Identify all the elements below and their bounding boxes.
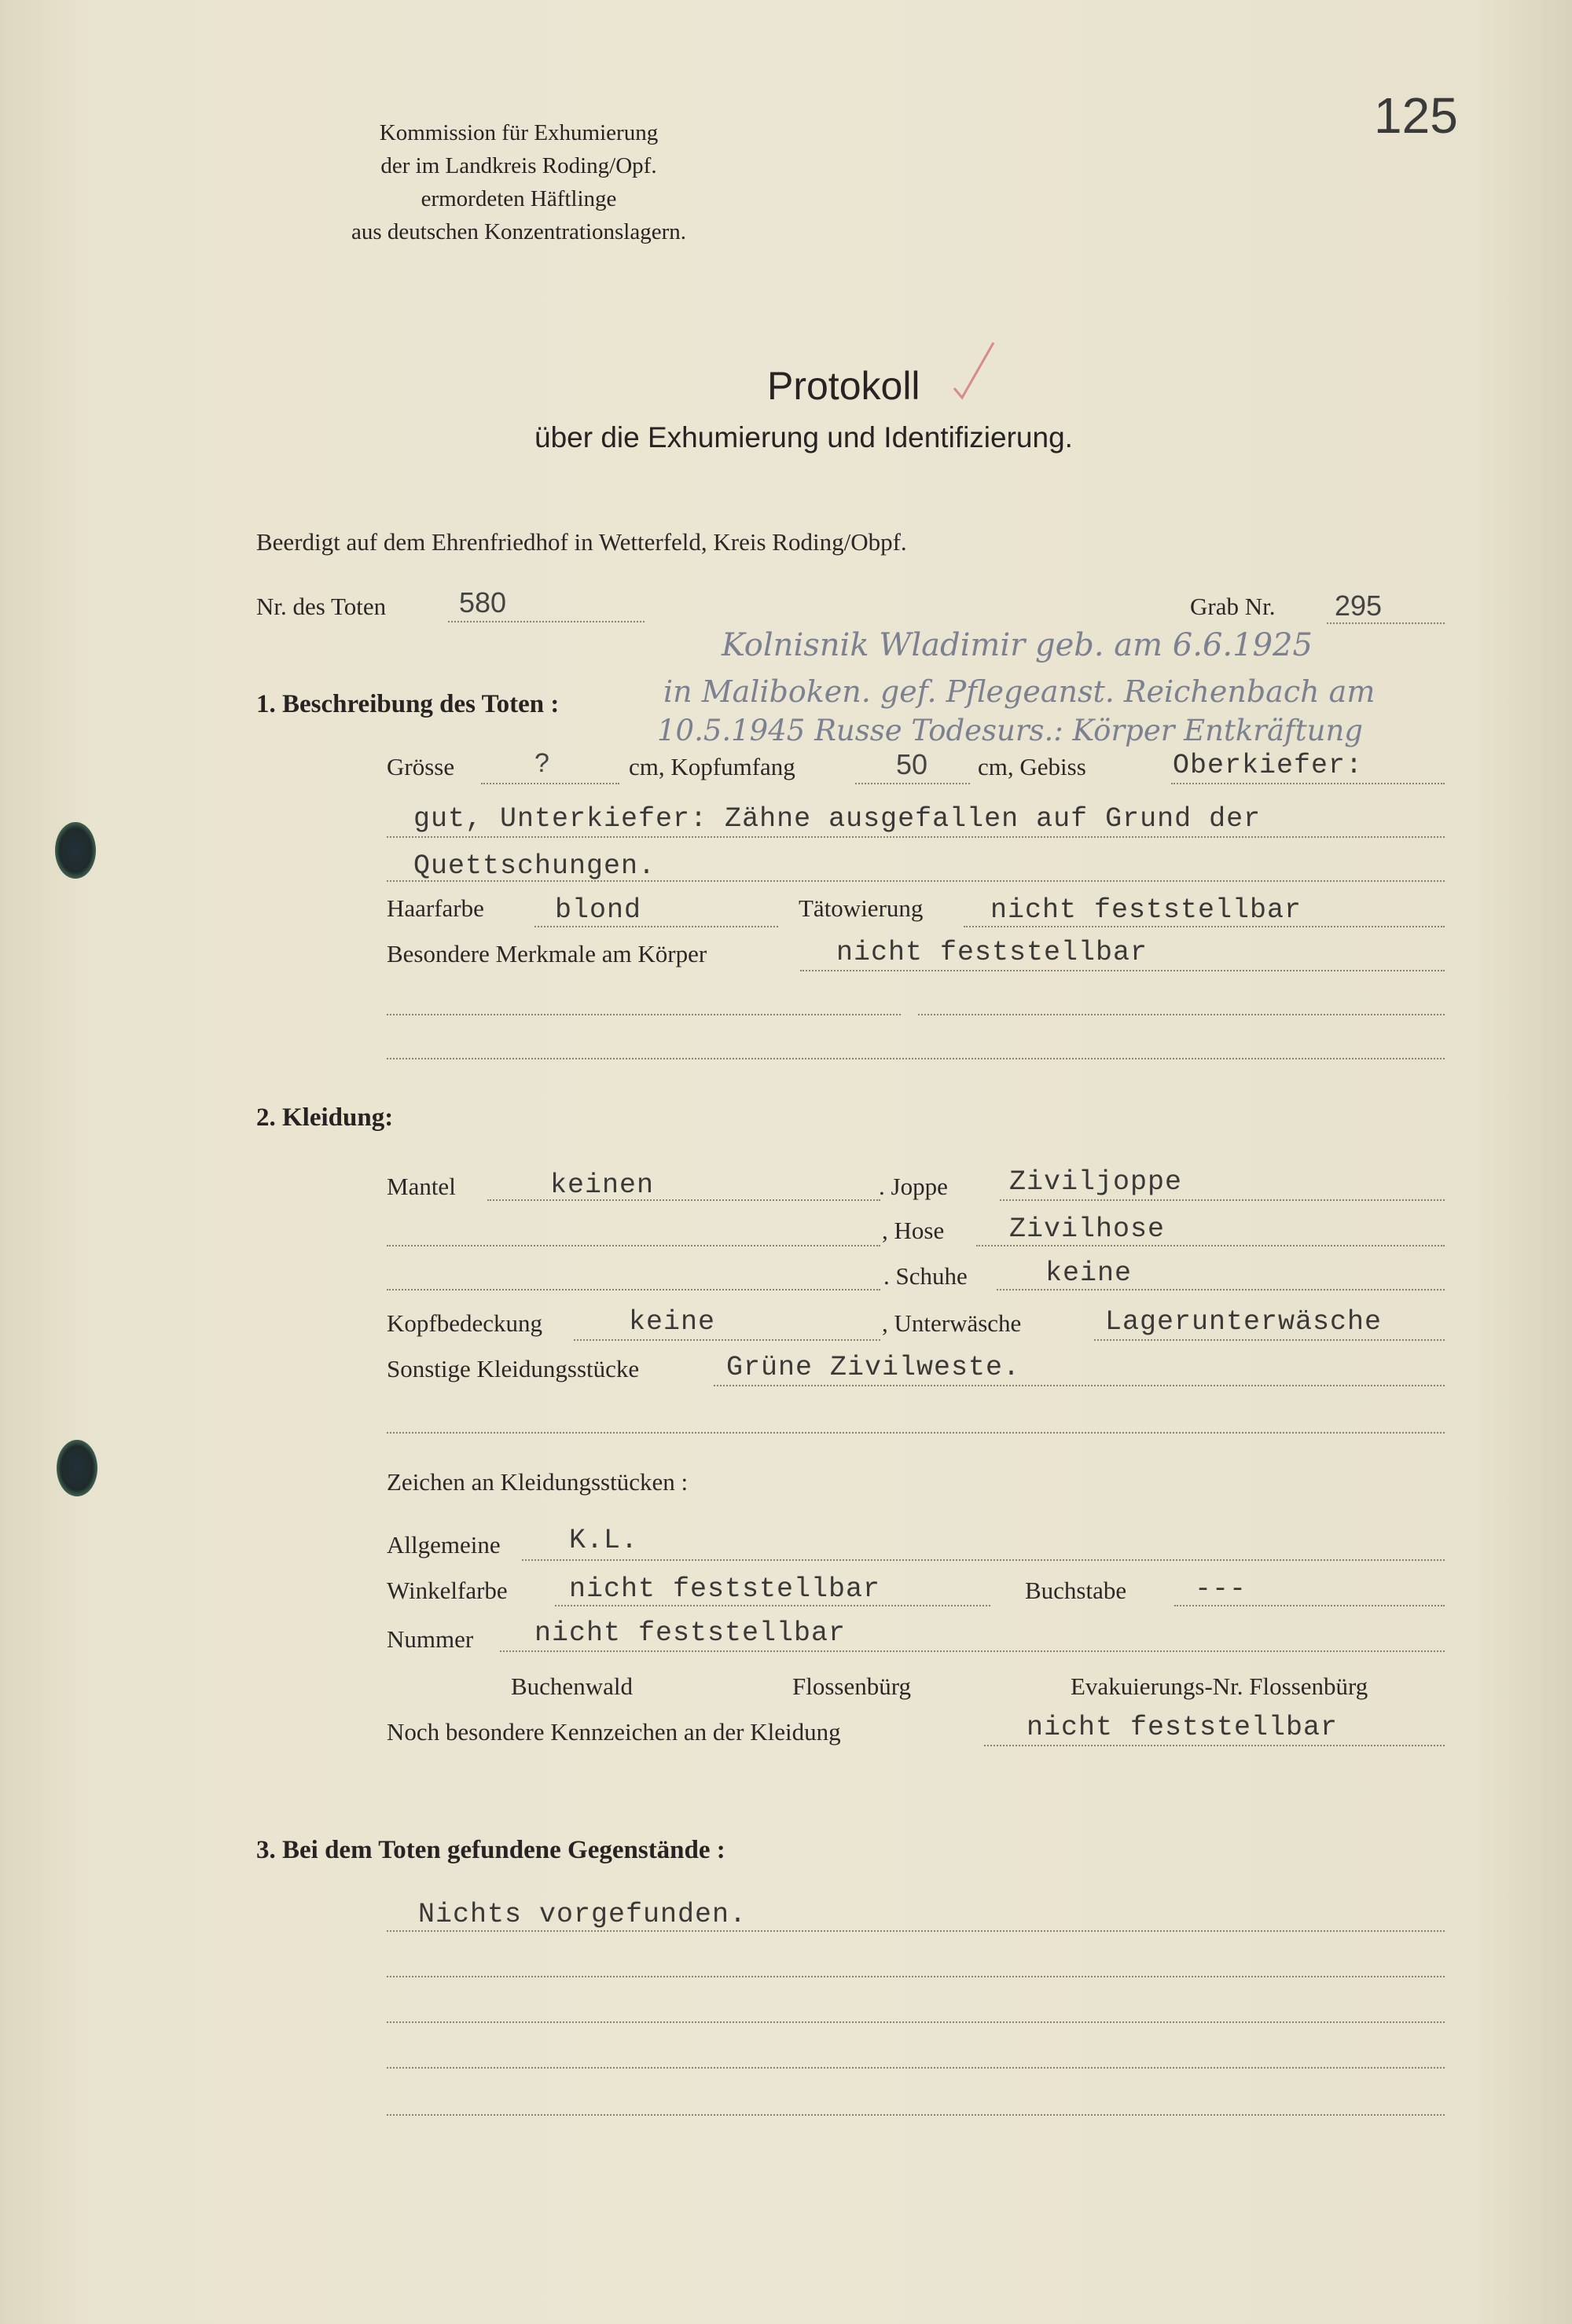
haarfarbe-label: Haarfarbe — [387, 894, 484, 922]
allgemeine-value: K.L. — [569, 1525, 639, 1556]
dotted-line — [387, 1976, 1445, 1977]
groesse-label: Grösse — [387, 753, 455, 780]
dotted-line — [1327, 622, 1445, 624]
unterwaesche-value: Lagerunterwäsche — [1105, 1306, 1383, 1338]
handwritten-note-line-3: 10.5.1945 Russe Todesurs.: Körper Entkräftung — [657, 714, 1363, 747]
dotted-line — [555, 1605, 990, 1606]
burial-line: Beerdigt auf dem Ehrenfriedhof in Wetterfeld, Kreis Roding/Obpf. — [256, 528, 907, 556]
sonstige-value: Grüne Zivilweste. — [726, 1352, 1021, 1383]
merkmale-label: Besondere Merkmale am Körper — [387, 940, 707, 967]
dotted-line — [534, 926, 778, 927]
check-mark-icon — [951, 340, 998, 402]
dotted-line — [984, 1745, 1445, 1746]
dotted-line — [964, 926, 1445, 927]
page-number: 125 — [1374, 87, 1458, 144]
dotted-line — [387, 1245, 880, 1246]
dotted-line — [976, 1245, 1445, 1246]
mantel-value: keinen — [550, 1169, 655, 1201]
dotted-line — [387, 880, 1445, 882]
dotted-line — [522, 1559, 1445, 1561]
page-subtitle: über die Exhumierung und Identifizierung. — [534, 421, 1073, 453]
haarfarbe-value: blond — [555, 894, 642, 926]
dotted-line — [1174, 1605, 1445, 1606]
section-3-heading: 3. Bei dem Toten gefundene Gegenstände : — [256, 1836, 725, 1864]
dotted-line — [481, 783, 619, 784]
dotted-line — [574, 1339, 880, 1341]
punch-hole-bottom — [57, 1440, 97, 1496]
grab-nr-value: 295 — [1335, 589, 1383, 622]
dotted-line — [500, 1650, 1445, 1652]
letterhead — [267, 116, 770, 248]
nr-des-toten-label: Nr. des Toten — [256, 593, 387, 620]
hose-value: Zivilhose — [1009, 1213, 1166, 1245]
dotted-line — [1094, 1339, 1445, 1341]
kopfumfang-label: cm, Kopfumfang — [629, 753, 795, 780]
letterhead-line-3: ermordeten Häftlinge — [421, 186, 617, 211]
taetowierung-value: nicht feststellbar — [990, 894, 1302, 926]
winkelfarbe-label: Winkelfarbe — [387, 1577, 508, 1604]
mantel-label: Mantel — [387, 1173, 456, 1200]
gebiss-value-line-1: Oberkiefer: — [1173, 750, 1364, 781]
kopfbedeckung-label: Kopfbedeckung — [387, 1309, 542, 1337]
dotted-line — [387, 2114, 1445, 2116]
nr-des-toten-value: 580 — [459, 586, 507, 619]
section-1-heading: 1. Beschreibung des Toten : — [256, 690, 560, 718]
kopfbedeckung-value: keine — [629, 1306, 716, 1338]
dotted-line — [387, 1432, 1445, 1434]
gebiss-value-line-3: Quettschungen. — [413, 850, 656, 882]
noch-kennzeichen-label: Noch besondere Kennzeichen an der Kleidung — [387, 1718, 841, 1746]
handwritten-note-line-2: in Maliboken. gef. Pflegeanst. Reichenbach am — [663, 674, 1376, 709]
zeichen-label: Zeichen an Kleidungsstücken : — [387, 1468, 689, 1496]
groesse-value: ? — [534, 748, 549, 778]
letterhead-line-4: aus deutschen Konzentrationslagern. — [351, 219, 686, 244]
letterhead-line-2: der im Landkreis Roding/Opf. — [380, 153, 657, 178]
dotted-line — [487, 1199, 880, 1201]
nummer-value: nicht feststellbar — [534, 1617, 847, 1649]
dotted-line — [800, 970, 1445, 971]
dotted-line — [387, 2067, 1445, 2069]
joppe-value: Ziviljoppe — [1009, 1166, 1183, 1198]
hose-label: , Hose — [882, 1217, 945, 1244]
dotted-line — [387, 2021, 1445, 2023]
dotted-line — [918, 1014, 1445, 1015]
dotted-line — [387, 1289, 880, 1290]
dotted-line — [387, 836, 1445, 838]
dotted-line — [387, 1058, 1445, 1059]
dotted-line — [855, 783, 970, 784]
section-2-heading: 2. Kleidung: — [256, 1103, 394, 1132]
flossenbuerg-label: Flossenbürg — [792, 1672, 912, 1700]
evakuierung-label: Evakuierungs-Nr. Flossenbürg — [1071, 1672, 1368, 1700]
dotted-line — [997, 1289, 1445, 1290]
gegenstaende-value: Nichts vorgefunden. — [418, 1899, 747, 1930]
sonstige-label: Sonstige Kleidungsstücke — [387, 1355, 640, 1382]
merkmale-value: nicht feststellbar — [836, 937, 1148, 968]
noch-kennzeichen-value: nicht feststellbar — [1027, 1712, 1339, 1743]
buchstabe-value: --- — [1195, 1573, 1247, 1605]
schuhe-value: keine — [1045, 1257, 1133, 1289]
grab-nr-label: Grab Nr. — [1190, 593, 1276, 620]
letterhead-line-1: Kommission für Exhumierung — [379, 120, 659, 145]
dotted-line — [387, 1014, 901, 1015]
kopfumfang-value: 50 — [896, 748, 928, 780]
unterwaesche-label: , Unterwäsche — [882, 1309, 1022, 1337]
dotted-line — [448, 621, 645, 622]
dotted-line — [1000, 1199, 1445, 1201]
dotted-line — [387, 1930, 1445, 1932]
dotted-line — [714, 1385, 1445, 1386]
schuhe-label: . Schuhe — [883, 1262, 968, 1290]
winkelfarbe-value: nicht feststellbar — [569, 1573, 881, 1605]
page-title: Protokoll — [767, 364, 920, 408]
nummer-label: Nummer — [387, 1625, 474, 1653]
taetowierung-label: Tätowierung — [799, 894, 924, 922]
allgemeine-label: Allgemeine — [387, 1531, 501, 1559]
joppe-label: . Joppe — [879, 1173, 948, 1200]
gebiss-label: cm, Gebiss — [978, 753, 1086, 780]
buchstabe-label: Buchstabe — [1025, 1577, 1127, 1604]
punch-hole-top — [55, 822, 96, 879]
buchenwald-label: Buchenwald — [511, 1672, 633, 1700]
gebiss-value-line-2: gut, Unterkiefer: Zähne ausgefallen auf Grund der — [413, 803, 1262, 835]
dotted-line — [1171, 783, 1445, 784]
handwritten-note-line-1: Kolnisnik Wladimir geb. am 6.6.1925 — [722, 627, 1313, 663]
